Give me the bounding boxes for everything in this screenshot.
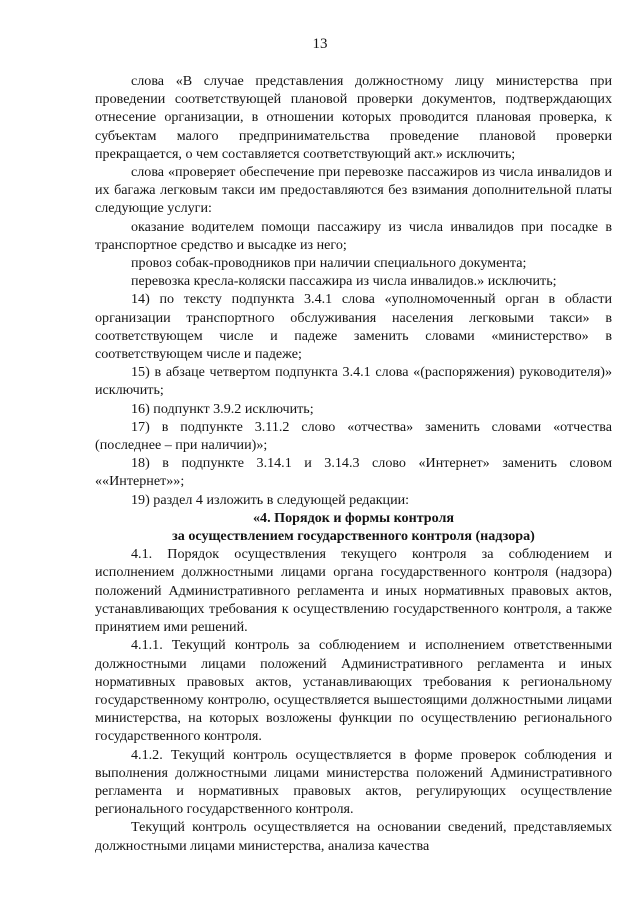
page-number: 13	[312, 36, 328, 52]
paragraph: 19) раздел 4 изложить в следующей редакции:	[131, 491, 410, 508]
paragraph: 17) в подпункте 3.11.2 слово «отчества» заменить словами «отчества (последнее – при наличии)»;	[95, 418, 612, 454]
paragraph: провоз собак-проводников при наличии специального документа;	[131, 255, 527, 272]
paragraph: 15) в абзаце четвертом подпункта 3.4.1 слова «(распоряжения) руководителя)» исключить;	[95, 364, 612, 399]
paragraph: слова «проверяет обеспечение при перевозке пассажиров из числа инвалидов и их багажа легковым такси им предоставляются без взимания дополнительной платы следующие услуги:	[95, 164, 612, 217]
section-paragraph: 4.1. Порядок осуществления текущего контроля за соблюдением и исполнением должностными лицами органа государственного контроля (надзора) положений Административного регламента и иных нормативных правовых актов, устанавливающих требования к осуществлению государственного контроля, а также принятием ими решений.	[95, 546, 612, 636]
paragraph: 18) в подпункте 3.14.1 и 3.14.3 слово «Интернет» заменить словом ««Интернет»»;	[95, 455, 612, 490]
paragraph: оказание водителем помощи пассажиру из числа инвалидов при посадке в транспортное средство и высадке из него;	[95, 218, 612, 253]
paragraph: 14) по тексту подпункта 3.4.1 слова «уполномоченный орган в области организации транспортного обслуживания населения легковыми такси» в соответствующем числе и падеже заменить словами «министерство» в соответствующем числе и падеже;	[95, 291, 612, 363]
section-paragraph: 4.1.1. Текущий контроль за соблюдением и исполнением ответственными должностными лицами положений Административного регламента и иных нормативных правовых актов, устанавливающих требования к региональному государственному контролю, осуществляется вышестоящими должностными лицами министерства, на которых возложены функции по осуществлению регионального государственного контроля.	[95, 637, 612, 745]
section-heading: «4. Порядок и формы контроля	[252, 509, 455, 526]
section-paragraph: Текущий контроль осуществляется на основании сведений, представляемых должностными лицами министерства, анализа качества	[95, 819, 612, 854]
document-body	[95, 72, 612, 855]
section-paragraph: 4.1.2. Текущий контроль осуществляется в форме проверок соблюдения и выполнения должностными лицами министерства положений Административного регламента и нормативных правовых актов, регулирующих осуществление регионального государственного контроля.	[95, 746, 612, 818]
paragraph: 16) подпункт 3.9.2 исключить;	[131, 400, 314, 417]
section-subheading: за осуществлением государственного контроля (надзора)	[172, 528, 535, 545]
paragraph: перевозка кресла-коляски пассажира из числа инвалидов.» исключить;	[131, 273, 557, 290]
paragraph: слова «В случае представления должностному лицу министерства при проведении соответствующей плановой проверки документов, подтверждающих отнесение организации, в отношении которых проводится плановая проверка, к субъектам малого предпринимательства проведение плановой проверки прекращается, о чем составляется соответствующий акт.» исключить;	[95, 73, 612, 162]
